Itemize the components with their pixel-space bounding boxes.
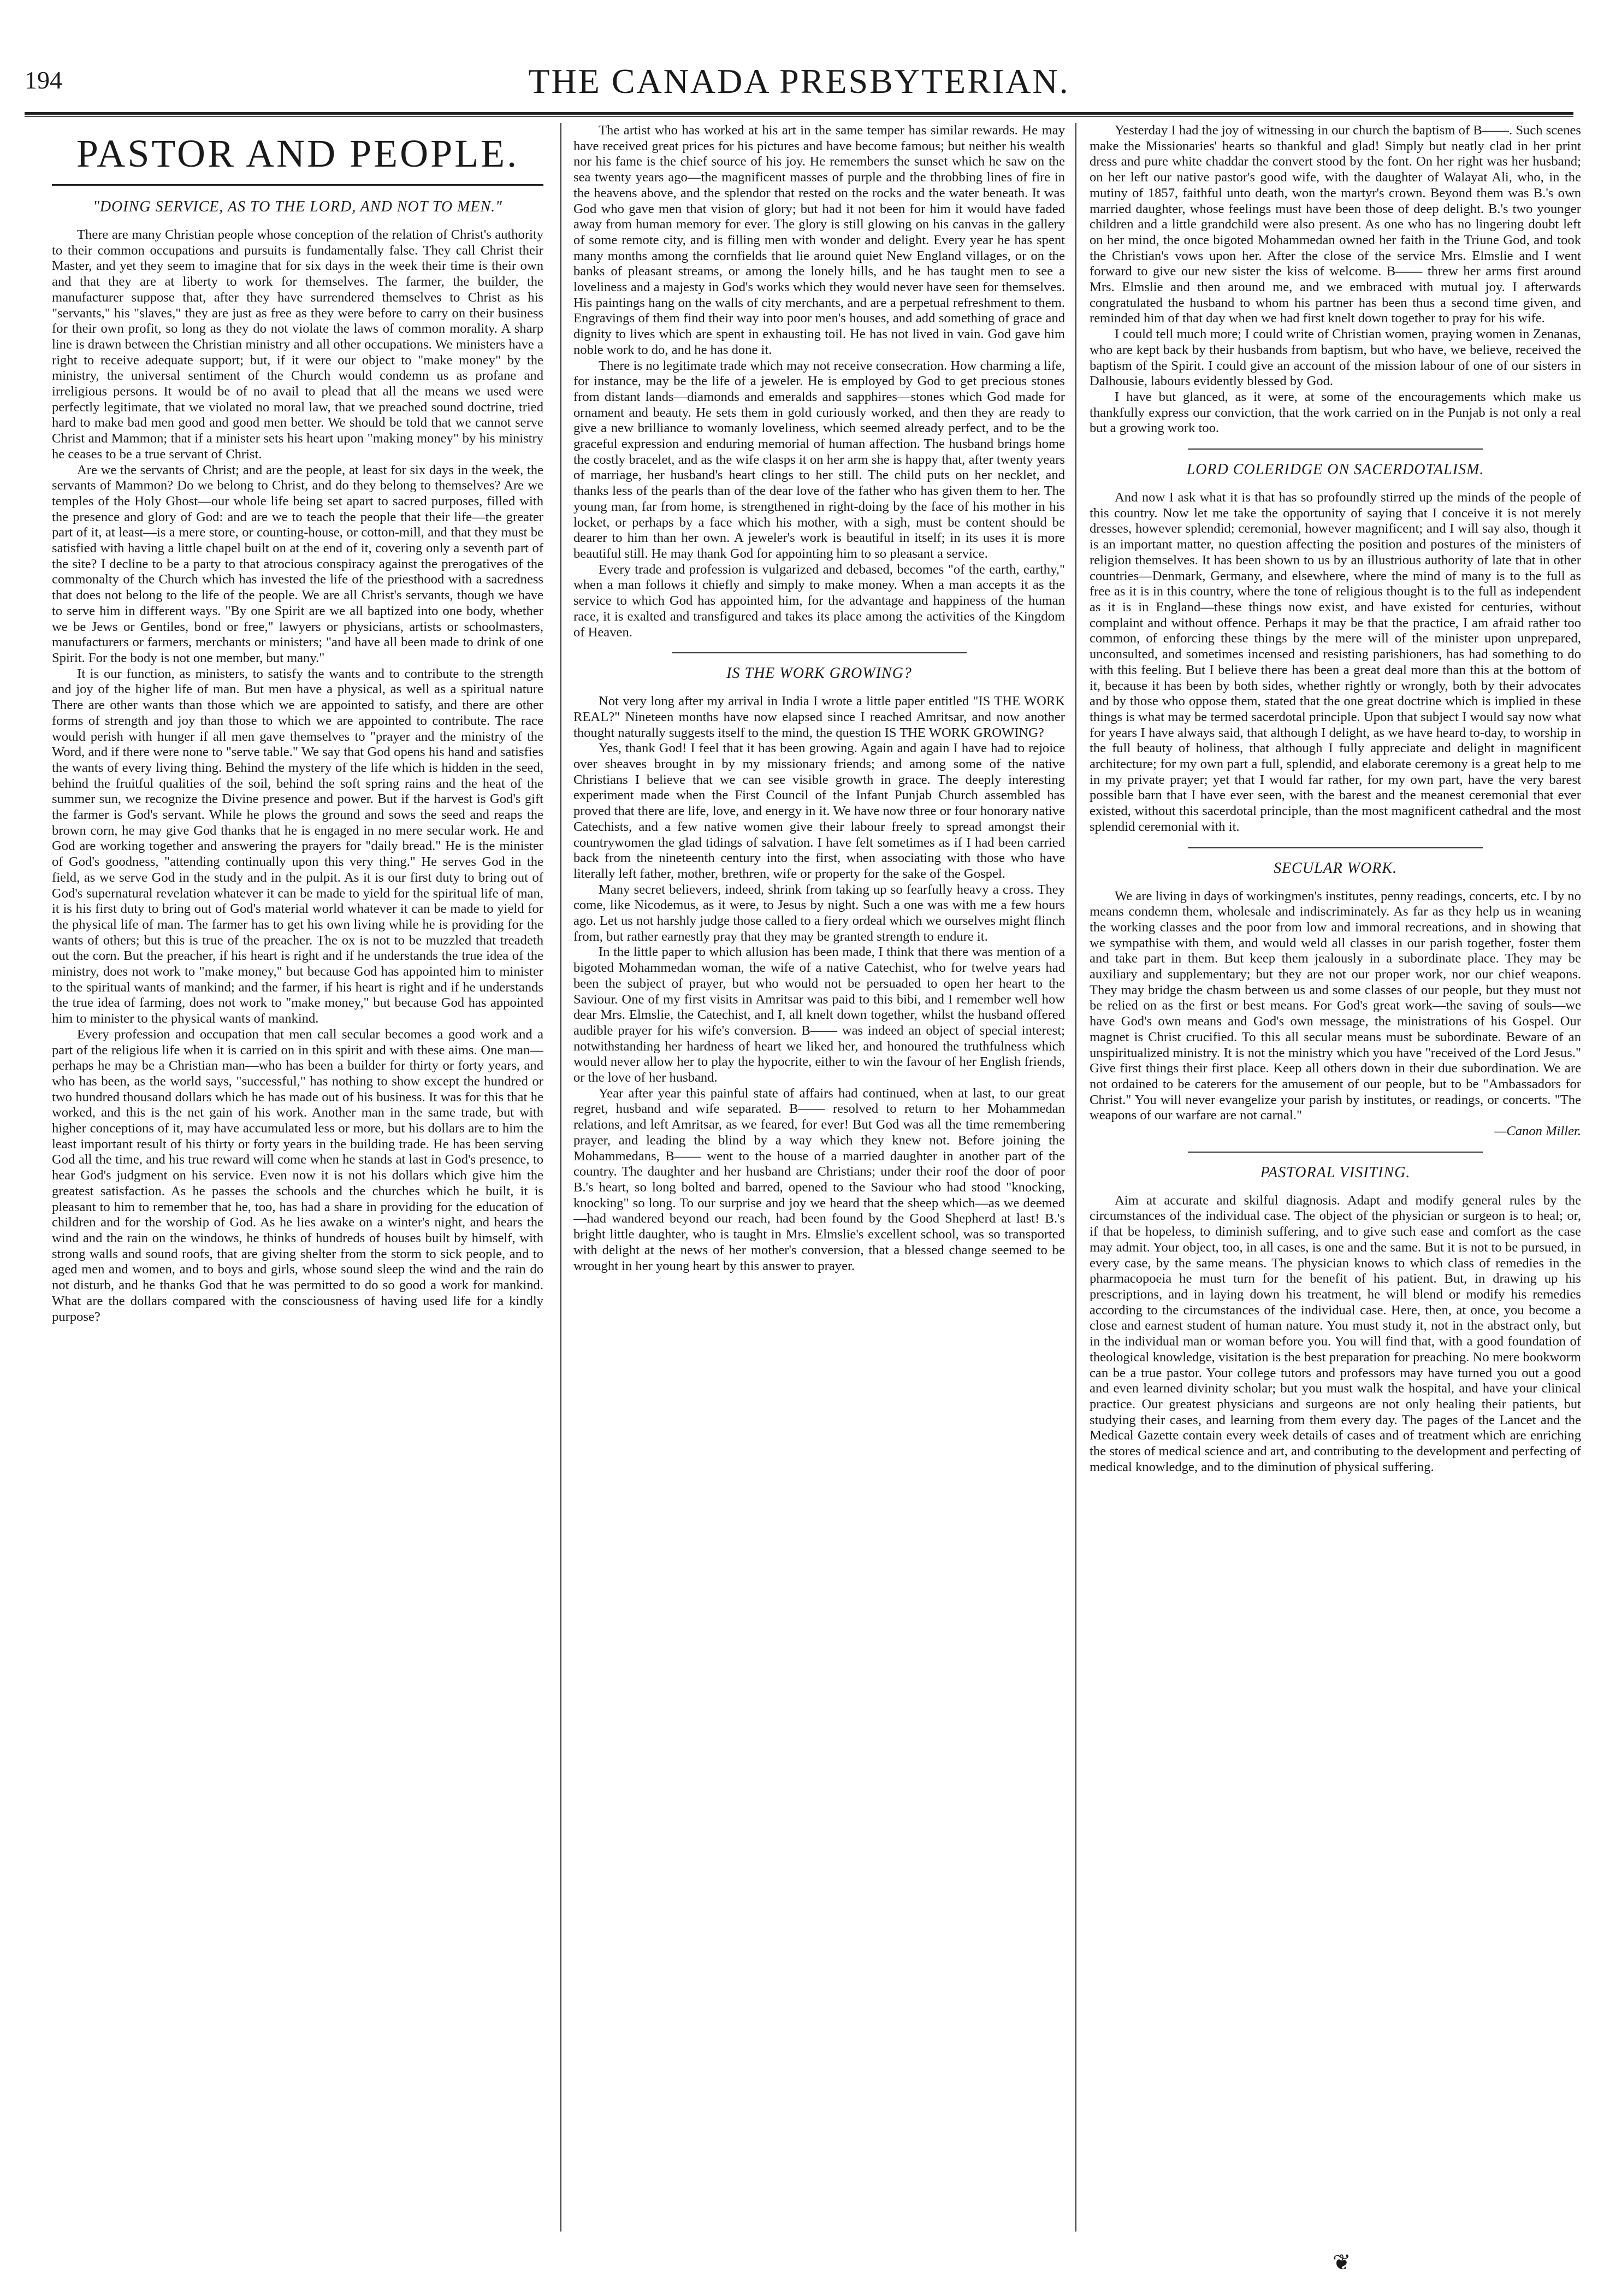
article-paragraph: Are we the servants of Christ; and are the people, at least for six days in the week, the servants of Mammon? Do we belong to Christ, and do they belong to themselves? Are we temples of the Holy Ghost—our whole life being set apart to sacred purposes, filled with the presence and glory of God: and are we to teach the people that their life—the greater part of it, at least—is a mere store, or counting-house, or cotton-mill, and that they must be satisfied with having a little chapel built on at the end of it, covering only a seventh part of the site? I decline to be a party to that atrocious conspiracy against the prerogatives of the commonalty of the Church which has invested the life of the priesthood with a sacredness that does not belong to the life of the people. We are all Christ's servants, though we have to serve him in different ways. "By one Spirit are we all baptized into one body, whether we be Jews or Gentiles, bond or free," lawyers or physicians, artists or schoolmasters, manufacturers or farmers, merchants or ministers; "and have all been made to drink of one Spirit. For the body is not one member, but many." (52, 462, 543, 665)
article-paragraph: And now I ask what it is that has so profoundly stirred up the minds of the people of this country. Now let me take the opportunity of saying that I conceive it is not merely dresses, however splendid; ceremonial, however magnificent; and I will say also, though it is an important matter, no question affecting the position and postures of the ministers of religion themselves. It has been shown to us by an illustrious authority of late that in other countries—Denmark, Germany, and elsewhere, where the mind of many is to the full as free as it is in this country, where the tone of religious thought is to the full as independent as it is in England—these things now exist, and have existed for centuries, without complaint and without offence. Perhaps it may be that the practice, I am afraid rather too common, of enforcing these things by the mere will of the minister upon unprepared, unconsulted, and sometimes incensed and resisting parishioners, has had something to do with this feeling. But I believe there has been a great deal more than this at the bottom of it, because it has been by both sides, whether rightly or wrongly, both by their advocates and by those who oppose them, stated that the one great doctrine which is implied in these things is what may be termed sacerdotal principle. Upon that subject I would say now what for years I have always said, that although I delight, as we have heard to-day, to worship in the full beauty of holiness, that although I fully appreciate and delight in magnificent architecture; for my own part a full, splendid, and elaborate ceremony is a great help to me in my private prayer; yet that I would far rather, for my own part, have the very barest possible barn that I have ever seen, with the barest and the meanest ceremonial that ever existed, without this sacerdotal principle, than the most magnificent cathedral and the most splendid ceremonial with it. (1090, 490, 1581, 834)
header-rule (25, 112, 1573, 115)
article-title: SECULAR WORK. (1273, 859, 1398, 877)
column-1 (52, 123, 543, 2232)
article-paragraph: Yes, thank God! I feel that it has been growing. Again and again I have had to rejoice over sheaves brought in by my missionary friends; and among some of the native Christians I believe that we can see visible growth in grace. The deeply interesting experiment made when the First Council of the Infant Punjab Church assembled has proved that there are life, love, and energy in it. We have now three or four honorary native Catechists, and a few native women give their labour freely to spread amongst their countrywomen the glad tidings of salvation. I have felt sometimes as if I had been carried back from the nineteenth century into the first, when associating with those who have literally left father, mother, brethren, wife or property for the sake of the Gospel. (573, 741, 1065, 881)
column-divider (1075, 123, 1076, 2232)
article-paragraph: In the little paper to which allusion has been made, I think that there was mention of a bigoted Mohammedan woman, the wife of a native Catechist, who for twelve years had been the subject of prayer, but who would not be persuaded to open her heart to the Saviour. One of my first visits in Amritsar was paid to this bibi, and I remember well how dear Mrs. Elmslie, the Catechist, and I, all knelt down together, whilst the husband offered audible prayer for his wife's conversion. B—— was indeed an object of special interest; notwithstanding her hardness of heart we liked her, and honoured the truthfulness which would never allow her to play the hypocrite, either to win the favour of her English friends, or the love of her husband. (573, 945, 1065, 1085)
column-3 (1090, 123, 1581, 2232)
article-paragraph: Year after year this painful state of affairs had continued, when at last, to our great regret, husband and wife separated. B—— resolved to return to her Mohammedan relations, and left Amritsar, as we feared, for ever! But God was all the time remembering prayer, and leading the blind by a way which they knew not. Before joining the Mohammedans, B—— went to the house of a married daughter in another part of the country. The daughter and her husband are Christians; under their roof the door of poor B.'s heart, so long bolted and barred, opened to the Saviour who had stood "knocking, knocking" so long. To our surprise and joy we heard that the sheep which—as we deemed—had wandered beyond our reach, had been found by the Good Shepherd at last! B.'s bright little daughter, who is taught in Mrs. Elmslie's excellent school, was so transported with delight at the news of her mother's conversion, that a blessed change seemed to be wrought in her young heart by this answer to prayer. (573, 1085, 1065, 1273)
article-paragraph: There are many Christian people whose conception of the relation of Christ's authority to their common occupations and pursuits is fundamentally false. They call Christ their Master, and yet they seem to imagine that for six days in the week their time is their own and that they are at liberty to work for themselves. The farmer, the builder, the manufacturer suppose that, after they have surrendered themselves to Christ as his "servants," his "slaves," they are just as free as they were before to carry on their business for their own profit, so long as they do not violate the laws of common morality. A sharp line is drawn between the Christian ministry and all other occupations. We ministers have a right to receive adequate support; but, if it were our object to "make money" by the ministry, the universal sentiment of the Church would condemn us as profane and irreligious persons. It would be of no avail to plead that all the means we used were perfectly legitimate, that we violated no moral law, that we preached sound doctrine, tried hard to make bad men good and good men better. We should be told that we cannot serve Christ and Mammon; that if a minister sets his heart upon "making money" by his ministry he ceases to be a true servant of Christ. (52, 227, 543, 462)
article-title: LORD COLERIDGE ON SACERDOTALISM. (1186, 461, 1484, 479)
header-rule-thin (25, 116, 1573, 117)
article-signature: —Canon Miller. (1494, 1124, 1581, 1139)
article-paragraph: There is no legitimate trade which may not receive consecration. How charming a life, for instance, may be the life of a jeweler. He is employed by God to get precious stones from distant lands—diamonds and emeralds and sapphires—stones which God made for ornament and beauty. He sets them in gold curiously worked, and then they are ready to give a new brilliance to womanly loveliness, which seemed already perfect, and to be the graceful expression and enduring memorial of human affection. The husband brings home the costly bracelet, and as the wife clasps it on her arm she is happy that, after twenty years of marriage, her husband's heart clings to her still. The child puts on her necklet, and thanks less of the pearls than of the dear love of the father who has given them to her. The young man, far from home, is strengthened in right-doing by the face of his mother in his locket, or perhaps by a face which his mother, with a sigh, must be content should be dearer to him than her own. A jeweler's work is beautiful in itself; in its uses it is more beautiful still. He may thank God for appointing him to so pleasant a service. (573, 358, 1065, 561)
article-paragraph: Yesterday I had the joy of witnessing in our church the baptism of B——. Such scenes make the Missionaries' hearts so thankful and glad! Simply but neatly clad in her print dress and pure white chaddar the convert stood by the font. On her right was her husband; on her left our native pastor's good wife, with the daughter of Walayat Ali, who, in the mutiny of 1857, faithful unto death, won the martyr's crown. Beyond them was B.'s own married daughter, whose feelings must have been those of deep delight. B.'s two younger children and a little grandchild were also present. As one who has no lingering doubt left on her mind, the once bigoted Mohammedan owned her faith in the Triune God, and took the Christian's vows upon her. After the close of the service Mrs. Elmslie and I went forward to give our new sister the kiss of welcome. B—— threw her arms first around Mrs. Elmslie and then around me, and we embraced with mutual joy. I afterwards congratulated the husband to whom his partner has been thus a second time given, and reminded him of that day when we had first knelt down together to pray for his wife. (1090, 123, 1581, 326)
section-rule (1188, 847, 1483, 848)
masthead-rule (52, 184, 543, 186)
section-rule (1188, 1152, 1483, 1153)
article-paragraph: It is our function, as ministers, to satisfy the wants and to contribute to the strength and joy of the higher life of man. But men have a physical, as well as a spiritual nature There are other wants than those which we are appointed to satisfy, and there are other forms of strength and joy than those to which we are appointed to contribute. The race would perish with hunger if all men gave themselves to "prayer and the ministry of the Word, and if there were none to "serve table." We say that God opens his hand and satisfies the wants of every living thing. Behind the mystery of the life which is hidden in the seed, behind the fruitful qualities of the soil, behind the soft spring rains and the heat of the summer sun, we recognize the Divine presence and power. But if the harvest is God's gift the farmer is God's servant. While he plows the ground and sows the seed and reaps the brown corn, he may give God thanks that he is engaged in no mere secular work. He and God are working together and answering the prayers for "daily bread." He is the minister of God's goodness, "attending continually upon this very thing." He serves God in the field, as we serve God in the study and in the pulpit. As it is our first duty to bring out of God's supernatural revelation whatever it can be made to yield for the spiritual life of man, it is his first duty to bring out of God's material world whatever it can be made to yield for the physical life of man. The farmer has to get his own living while he is providing for the wants of others; but this is true of the preacher. The ox is not to be muzzled that treadeth out the corn. But the preacher, if his heart is right and if he understands the true idea of the ministry, does not work to "make money," but because God has appointed him to minister to the spiritual wants of mankind; and the farmer, if his heart is right and if he understands the true idea of farming, does not work to "make money," but because God has appointed him to minister to the physical wants of mankind. (52, 666, 543, 1026)
article-paragraph: I have but glanced, as it were, at some of the encouragements which make us thankfully express our conviction, that the work carried on in the Punjab is not only a real but a growing work too. (1090, 389, 1581, 436)
footer-ornament: ❦ (1333, 2250, 1351, 2275)
column-divider (560, 123, 561, 2232)
section-masthead: PASTOR AND PEOPLE. (76, 132, 519, 175)
article-paragraph: Aim at accurate and skilful diagnosis. Adapt and modify general rules by the circumstances of the individual case. The object of the physician or surgeon is to heal; or, if that be hopeless, to diminish suffering, and to give such ease and comfort as the case may admit. Your object, too, in all cases, is one and the same. But it is not to be pursued, in every case, by the same means. The physician knows to which class of remedies in the pharmacopoeia he must turn for the benefit of his patient. But, in drawing up his prescriptions, and in laying down his treatment, he will blend or modify his remedies according to the circumstances of the individual case. Here, then, at once, you become a close and earnest student of human nature. You must study it, not in the abstract only, but in the individual man or woman before you. You will find that, with a good foundation of theological knowledge, visitation is the best preparation for preaching. No mere bookworm can be a true pastor. Your college tutors and professors may have turned you out a good and even learned divinity scholar; but you must walk the hospital, and have your clinical practice. Our greatest physicians and surgeons are not only healing their patients, but studying their cases, and learning from them every day. The pages of the Lancet and the Medical Gazette contain every week details of cases and of treatment which are enriching the stores of medical science and art, and contributing to the development and perfecting of medical knowledge, and to the diminution of physical suffering. (1090, 1193, 1581, 1474)
article-paragraph: The artist who has worked at his art in the same temper has similar rewards. He may have received great prices for his pictures and have become famous; but neither his wealth nor his fame is the chief source of his joy. He remembers the sunset which he saw on the sea twenty years ago—the magnificent masses of purple and the throbbing lines of fire in the heavens above, and the splendor that rested on the rocks and the water beneath. It was God who gave men that vision of glory; but had it not been for him it would have faded away from human memory for ever. The glory is still glowing on his canvas in the gallery of some remote city, and is filling men with wonder and delight. Every year he has spent many months among the cornfields that lie around quiet New England villages, or on the banks of pleasant streams, or among the lonely hills, and he has taught men to see a loveliness and a majesty in God's works which they would never have seen for themselves. His paintings hang on the walls of city merchants, and are a perpetual refreshment to them. Engravings of them find their way into poor men's houses, and add something of grace and dignity to lives which are spent in exhausting toil. He has not lived in vain. God gave him noble work to do, and he has done it. (573, 123, 1065, 357)
article-title: IS THE WORK GROWING? (726, 665, 912, 682)
article-title: PASTORAL VISITING. (1260, 1164, 1411, 1181)
section-rule (672, 652, 967, 653)
article-title: "DOING SERVICE, AS TO THE LORD, AND NOT TO MEN." (93, 198, 502, 215)
article-paragraph: Every trade and profession is vulgarized and debased, becomes "of the earth, earthy," when a man follows it chiefly and simply to make money. When a man accepts it as the service to which God has appointed him, for the advantage and happiness of the human race, it is exalted and transfigured and takes its place among the activities of the Kingdom of Heaven. (573, 562, 1065, 640)
article-paragraph: I could tell much more; I could write of Christian women, praying women in Zenanas, who are kept back by their husbands from baptism, but who have, we believe, received the baptism of the Spirit. I could give an account of the mission labour of one of our sisters in Dalhousie, labours evidently blessed by God. (1090, 327, 1581, 389)
journal-title: THE CANADA PRESBYTERIAN. (528, 62, 1070, 101)
article-paragraph: Every profession and occupation that men call secular becomes a good work and a part of the religious life when it is carried on in this spirit and with these aims. One man—perhaps he may be a Christian man—who has been a builder for thirty or forty years, and who has been, as the world says, "successful," has nothing to show except the hundred or two hundred thousand dollars which he has made out of his business. It was for this that he worked, and this is the net gain of his work. Another man in the same trade, but with higher conceptions of it, may have accumulated less or more, but his dollars are to him the least important result of his thirty or forty years in the building trade. He has been serving God all the time, and his true reward will come when he stands at last in God's presence, to hear God's judgment on his service. Even now it is not his dollars which give him the greatest satisfaction. As he passes the schools and the churches which he built, it is pleasant to him to remember that he, too, has had a share in providing for the education of children and for the worship of God. As he lies awake on a winter's night, and hears the wind and the rain on the windows, he thinks of hundreds of houses built by himself, with strong walls and sound roofs, that are giving shelter from the storm to sick people, and to aged men and women, and to boys and girls, whose sound sleep the wind and the rain do not disturb, and he thanks God that he was permitted to do so good a work for mankind. What are the dollars compared with the consciousness of having used life for a kindly purpose? (52, 1026, 543, 1324)
article-paragraph: Many secret believers, indeed, shrink from taking up so fearfully heavy a cross. They come, like Nicodemus, as it were, to Jesus by night. Such a one was with me a few hours ago. Let us not harshly judge those called to a fiery ordeal which we ourselves might flinch from, but rather earnestly pray that they may be granted strength to endure it. (573, 882, 1065, 944)
column-2 (573, 123, 1065, 2232)
page-number: 194 (25, 66, 62, 94)
article-paragraph: We are living in days of workingmen's institutes, penny readings, concerts, etc. I by no means condemn them, wholesale and indiscriminately. As far as they help us in weaning the working classes and the poor from low and immoral recreations, and in showing that we sympathise with them, and would weld all classes in our parish together, foster them and take part in them. But keep them jealously in a subordinate place. They may be auxiliary and supplementary; but they are not our proper work, nor our chief weapons. They may bridge the chasm between us and some classes of our people, but they must not be relied on as the first or best means. For God's great work—the saving of souls—we have God's own means and God's own message, the ministrations of his Gospel. Our magnet is Christ crucified. To this all secular means must be subordinate. Beware of an unspiritualized ministry. It is not the ministry which you have "received of the Lord Jesus." Give first things their first place. Keep all others down in their due subordination. We are not ordained to be caterers for the amusement of our people, but to be "Ambassadors for Christ." You will never evangelize your parish by institutes, or readings, or concerts. "The weapons of our warfare are not carnal." (1090, 888, 1581, 1123)
section-rule (1188, 448, 1483, 450)
article-paragraph: Not very long after my arrival in India I wrote a little paper entitled "IS THE WORK REAL?" Nineteen months have now elapsed since I reached Amritsar, and now another thought naturally suggests itself to the mind, the question IS THE WORK GROWING? (573, 694, 1065, 740)
